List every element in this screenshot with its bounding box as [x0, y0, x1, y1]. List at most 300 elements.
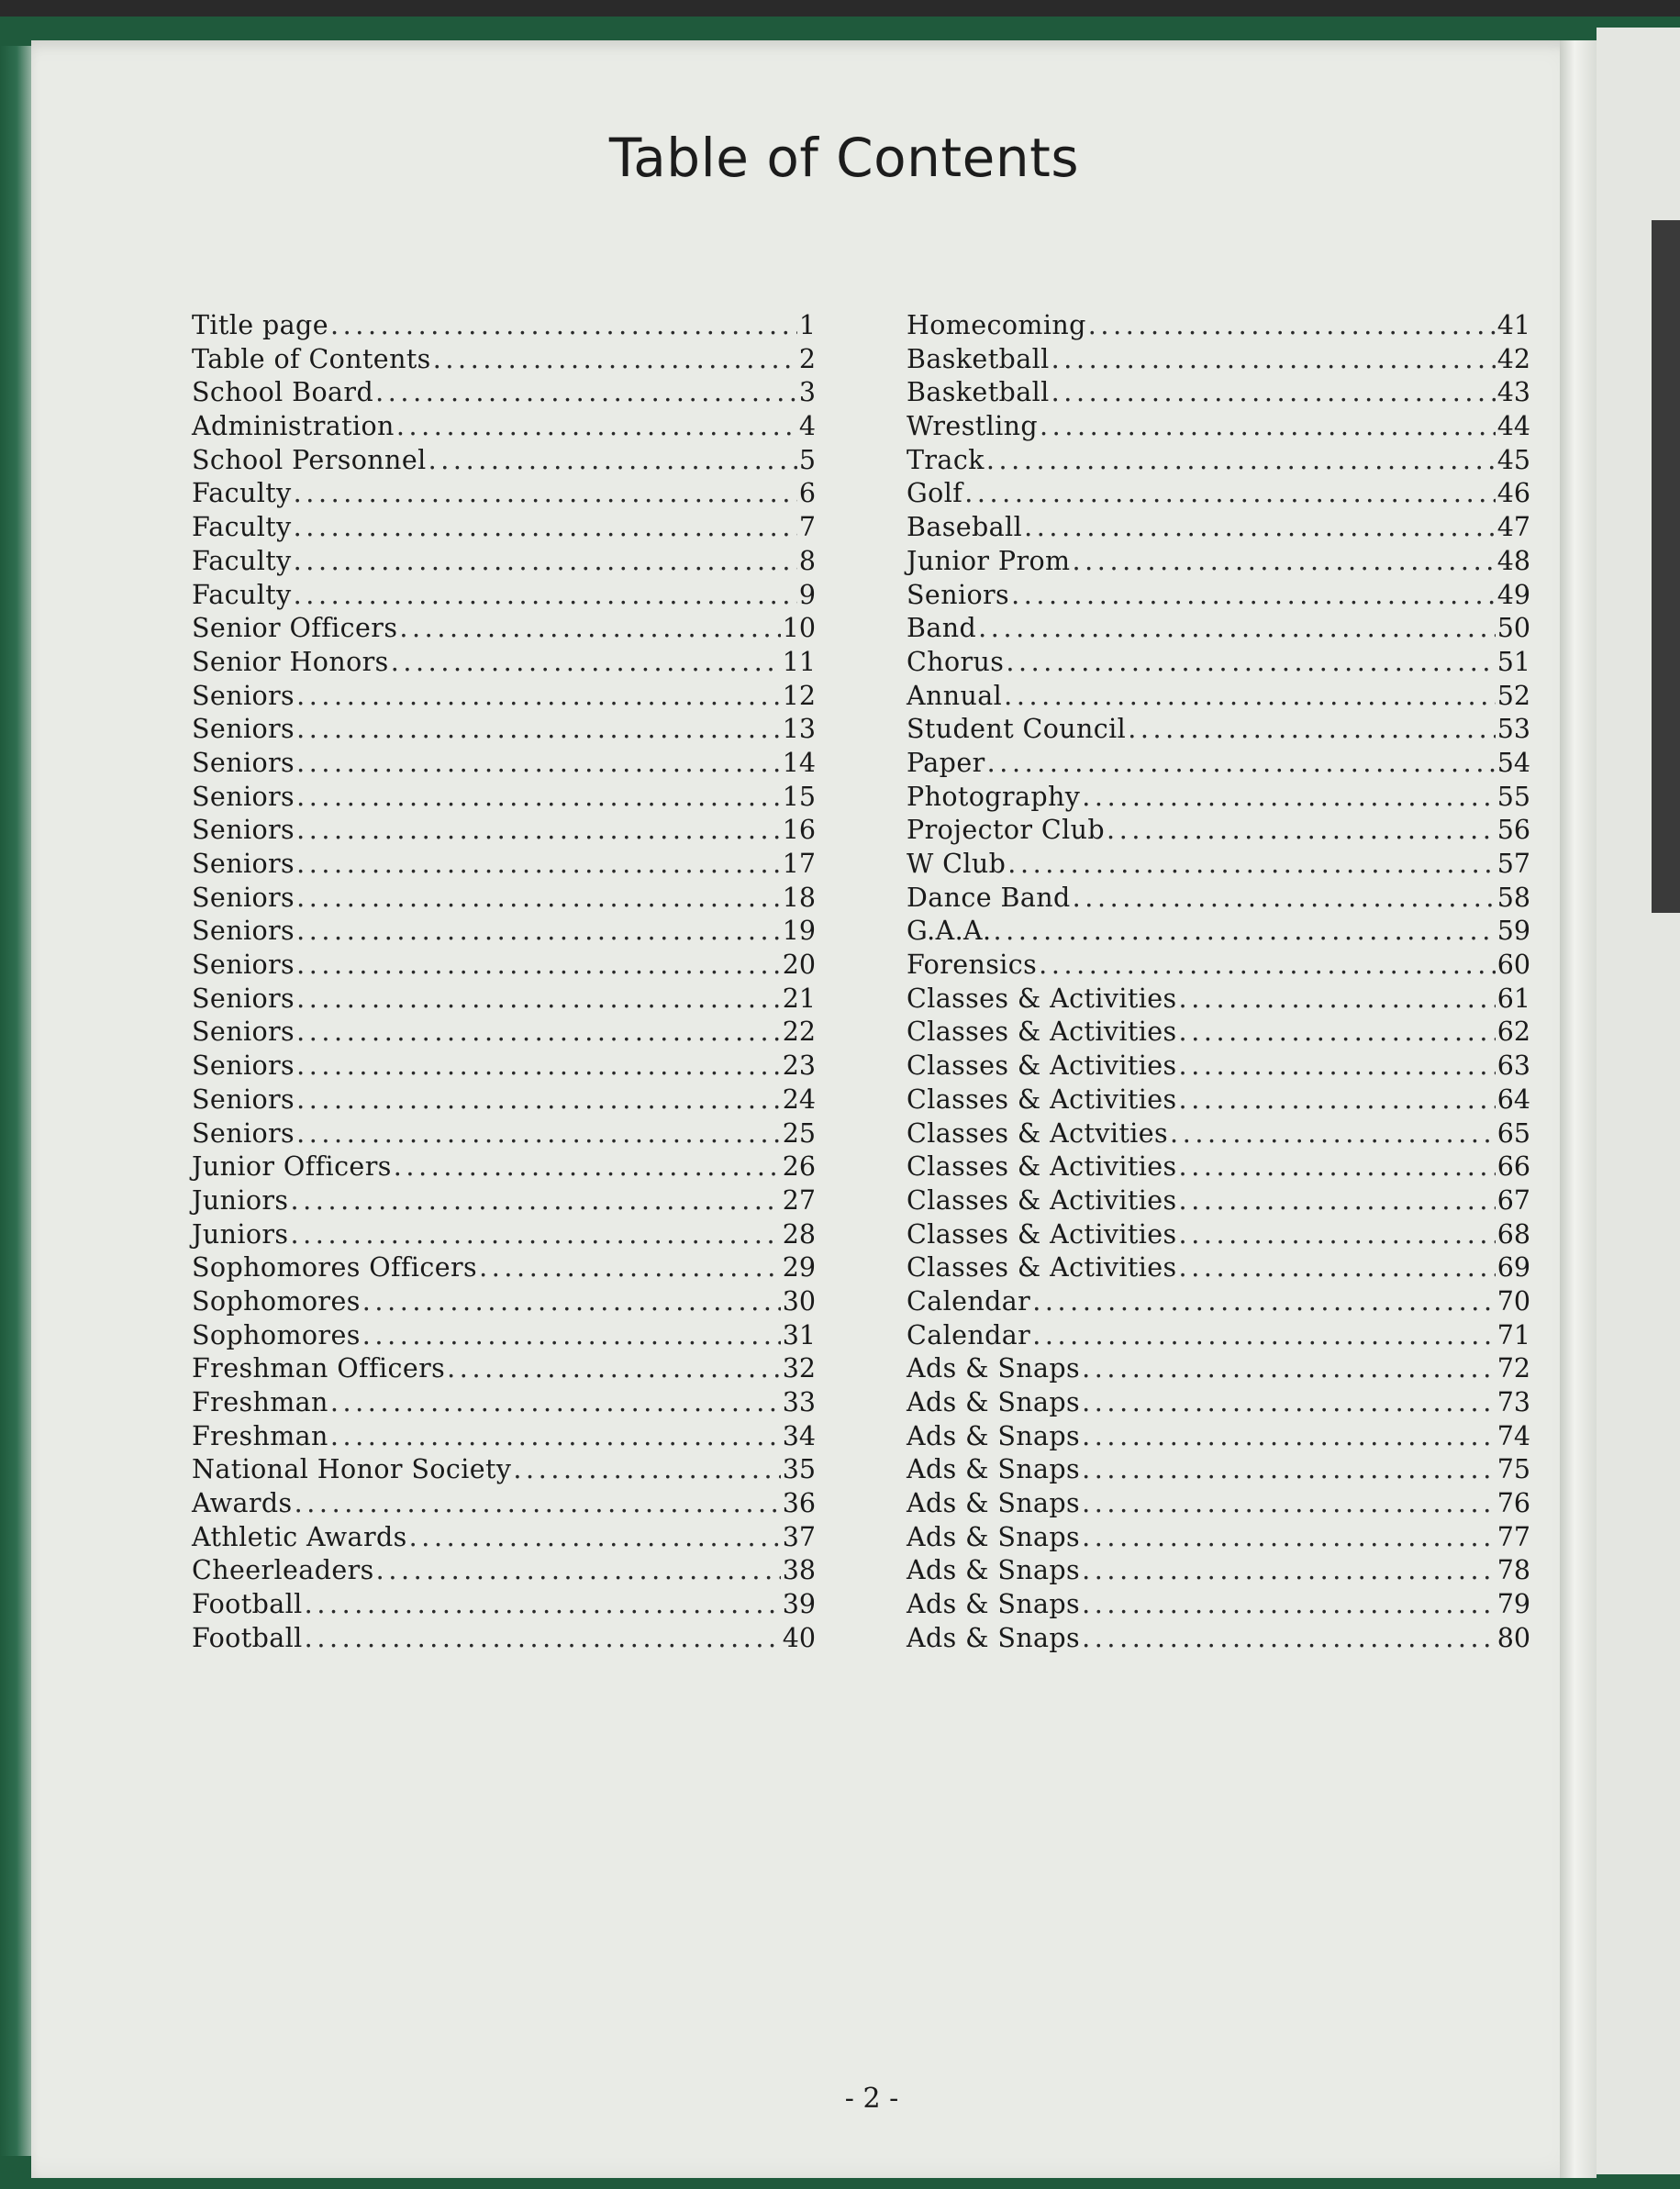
toc-entry-page: 49 — [1496, 579, 1530, 610]
facing-page-photo-edge — [1652, 220, 1680, 913]
toc-dot-leader — [1040, 411, 1496, 441]
toc-dot-leader — [433, 344, 797, 374]
toc-entry-title: Seniors — [192, 815, 295, 846]
toc-entry-title: Paper — [907, 747, 985, 778]
toc-entry-page: 58 — [1496, 882, 1530, 913]
toc-entry — [907, 748, 1530, 782]
toc-dot-leader — [428, 445, 797, 475]
toc-entry-page: 21 — [782, 983, 816, 1014]
toc-entry-title: Sophomores — [192, 1319, 361, 1350]
toc-entry — [192, 411, 816, 445]
toc-entry — [907, 1286, 1530, 1320]
toc-entry-page: 42 — [1496, 343, 1530, 374]
toc-entry-page: 31 — [782, 1319, 816, 1350]
toc-entry-title: Ads & Snaps — [907, 1622, 1081, 1653]
toc-dot-leader — [479, 1252, 781, 1283]
toc-entry-page: 51 — [1496, 646, 1530, 677]
toc-dot-leader — [296, 1084, 781, 1115]
toc-entry-page: 35 — [782, 1454, 816, 1485]
toc-entry-page: 13 — [782, 714, 816, 745]
toc-entry-page: 22 — [782, 1017, 816, 1048]
toc-entry-title: Faculty — [192, 478, 292, 509]
toc-dot-leader — [399, 613, 780, 643]
toc-entry-title: Senior Officers — [192, 613, 398, 644]
toc-entry-title: Seniors — [192, 983, 295, 1014]
toc-entry-page: 57 — [1496, 849, 1530, 879]
toc-entry — [907, 1353, 1530, 1387]
toc-dot-leader — [513, 1454, 780, 1484]
toc-entry-page: 71 — [1496, 1319, 1530, 1350]
toc-entry-title: Ads & Snaps — [907, 1589, 1081, 1620]
toc-entry-title: Annual — [907, 680, 1003, 711]
toc-entry-title: School Board — [192, 377, 374, 408]
toc-dot-leader — [296, 950, 781, 980]
toc-entry-title: Faculty — [192, 545, 292, 576]
toc-dot-leader — [1007, 849, 1495, 879]
toc-dot-leader — [296, 1017, 781, 1047]
toc-dot-leader — [296, 983, 781, 1014]
toc-entry-page: 60 — [1496, 950, 1530, 981]
toc-entry-title: Chorus — [907, 646, 1005, 677]
toc-dot-leader — [1072, 546, 1495, 576]
toc-entry-page: 53 — [1496, 714, 1530, 745]
toc-entry — [192, 1320, 816, 1354]
toc-dot-leader — [1179, 1017, 1496, 1047]
toc-entry-page: 32 — [782, 1353, 816, 1384]
toc-dot-leader — [1082, 1623, 1496, 1653]
toc-dot-leader — [1179, 1185, 1496, 1216]
toc-entry — [907, 1185, 1530, 1219]
toc-dot-leader — [1082, 1488, 1496, 1518]
toc-entry-page: 27 — [782, 1184, 816, 1216]
toc-entry-page: 25 — [782, 1117, 816, 1149]
toc-entry — [192, 1623, 816, 1657]
toc-entry-title: Juniors — [192, 1218, 289, 1250]
toc-entry-title: Projector Club — [907, 815, 1106, 846]
toc-entry-page: 54 — [1496, 747, 1530, 778]
toc-dot-leader — [964, 478, 1496, 508]
toc-entry-page: 41 — [1496, 310, 1530, 340]
toc-entry-page: 2 — [798, 343, 816, 374]
toc-entry — [907, 613, 1530, 647]
toc-entry — [907, 950, 1530, 983]
toc-entry-title: Faculty — [192, 512, 292, 543]
toc-entry-page: 17 — [782, 849, 816, 879]
toc-entry-title: Classes & Activities — [907, 983, 1177, 1014]
toc-dot-leader — [295, 1488, 781, 1518]
toc-entry — [907, 377, 1530, 411]
toc-entry — [907, 714, 1530, 748]
toc-entry-title: Classes & Activities — [907, 1252, 1177, 1283]
toc-entry-title: Seniors — [192, 950, 295, 981]
toc-entry-title: Title page — [192, 310, 328, 340]
toc-entry — [907, 445, 1530, 479]
toc-dot-leader — [375, 377, 797, 407]
toc-dot-leader — [1082, 1589, 1496, 1619]
toc-entry — [907, 310, 1530, 344]
toc-dot-leader — [296, 849, 781, 879]
toc-entry-title: Seniors — [192, 882, 295, 913]
toc-entry-title: School Personnel — [192, 444, 427, 475]
toc-dot-leader — [391, 647, 781, 677]
toc-dot-leader — [1179, 1050, 1496, 1081]
toc-entry-title: Ads & Snaps — [907, 1387, 1081, 1417]
toc-entry — [192, 445, 816, 479]
toc-dot-leader — [296, 883, 781, 913]
toc-entry — [192, 377, 816, 411]
cover-top-edge — [0, 0, 1680, 46]
toc-entry-page: 19 — [782, 916, 816, 947]
toc-dot-leader — [1082, 1522, 1496, 1552]
page-title: Table of Contents — [608, 127, 1080, 189]
toc-entry-title: Classes & Activities — [907, 1050, 1177, 1082]
toc-dot-leader — [296, 782, 781, 812]
toc-entry-title: Athletic Awards — [192, 1521, 407, 1552]
toc-dot-leader — [1051, 377, 1496, 407]
toc-left-column — [192, 310, 816, 1657]
toc-entry — [192, 344, 816, 378]
toc-entry-title: Seniors — [192, 1017, 295, 1048]
toc-dot-leader — [296, 916, 781, 946]
toc-entry-page: 48 — [1496, 545, 1530, 576]
toc-entry-page: 24 — [782, 1083, 816, 1115]
toc-entry — [907, 1050, 1530, 1084]
toc-entry — [192, 1421, 816, 1455]
toc-entry-page: 62 — [1496, 1017, 1530, 1048]
toc-entry-title: Ads & Snaps — [907, 1420, 1081, 1451]
toc-entry — [907, 1118, 1530, 1152]
toc-entry — [192, 950, 816, 983]
toc-entry-page: 8 — [798, 545, 816, 576]
toc-entry — [192, 1286, 816, 1320]
toc-entry-page: 63 — [1496, 1050, 1530, 1082]
toc-entry — [907, 1623, 1530, 1657]
toc-entry-title: Wrestling — [907, 411, 1039, 442]
toc-entry-page: 50 — [1496, 613, 1530, 644]
toc-entry — [192, 546, 816, 580]
toc-dot-leader — [1179, 983, 1496, 1014]
toc-entry-title: Faculty — [192, 579, 292, 610]
toc-entry — [907, 512, 1530, 546]
toc-dot-leader — [1032, 1286, 1496, 1317]
toc-entry-title: Homecoming — [907, 310, 1086, 340]
toc-dot-leader — [330, 1387, 781, 1417]
toc-entry-title: Calendar — [907, 1285, 1031, 1317]
toc-entry-title: G.A.A. — [907, 916, 992, 947]
toc-entry — [907, 1522, 1530, 1556]
toc-entry-title: Juniors — [192, 1184, 289, 1216]
toc-entry-page: 68 — [1496, 1218, 1530, 1250]
toc-entry — [192, 1118, 816, 1152]
toc-entry-title: Seniors — [192, 714, 295, 745]
toc-entry-page: 10 — [782, 613, 816, 644]
toc-dot-leader — [1082, 1387, 1496, 1417]
toc-dot-leader — [1179, 1252, 1496, 1283]
toc-entry-title: Band — [907, 613, 977, 644]
toc-entry-page: 45 — [1496, 444, 1530, 475]
toc-dot-leader — [1082, 1421, 1496, 1451]
toc-entry — [192, 1252, 816, 1286]
toc-entry-page: 15 — [782, 781, 816, 812]
toc-dot-leader — [1082, 1454, 1496, 1484]
toc-entry-page: 6 — [798, 478, 816, 509]
toc-dot-leader — [1011, 580, 1496, 610]
toc-entry — [907, 546, 1530, 580]
toc-entry-page: 65 — [1496, 1117, 1530, 1149]
toc-entry — [192, 782, 816, 816]
toc-entry-page: 23 — [782, 1050, 816, 1082]
toc-entry-page: 70 — [1496, 1285, 1530, 1317]
toc-entry — [192, 512, 816, 546]
toc-entry-title: W Club — [907, 849, 1007, 879]
toc-entry-page: 67 — [1496, 1184, 1530, 1216]
toc-entry — [907, 1219, 1530, 1253]
toc-entry-title: Administration — [192, 411, 395, 442]
toc-dot-leader — [1073, 883, 1496, 913]
toc-entry — [192, 1151, 816, 1185]
toc-entry — [907, 1084, 1530, 1118]
toc-dot-leader — [305, 1623, 781, 1653]
toc-entry-page: 61 — [1496, 983, 1530, 1014]
toc-entry-page: 55 — [1496, 781, 1530, 812]
toc-entry — [192, 310, 816, 344]
toc-entry — [192, 1185, 816, 1219]
toc-dot-leader — [994, 916, 1496, 946]
toc-dot-leader — [362, 1320, 781, 1350]
toc-entry-title: Awards — [192, 1488, 293, 1519]
toc-entry-title: Freshman Officers — [192, 1353, 446, 1384]
toc-entry — [907, 849, 1530, 883]
toc-dot-leader — [376, 1555, 781, 1585]
toc-entry-page: 20 — [782, 950, 816, 981]
toc-entry-title: Freshman — [192, 1420, 328, 1451]
toc-entry — [907, 681, 1530, 715]
toc-dot-leader — [1179, 1084, 1496, 1115]
toc-dot-leader — [1051, 344, 1496, 374]
toc-entry — [907, 411, 1530, 445]
toc-entry — [192, 983, 816, 1017]
toc-entry-title: Forensics — [907, 950, 1038, 981]
toc-dot-leader — [987, 748, 1496, 778]
toc-dot-leader — [409, 1522, 781, 1552]
toc-entry — [192, 681, 816, 715]
toc-dot-leader — [296, 748, 781, 778]
toc-entry-title: Classes & Actvities — [907, 1117, 1169, 1149]
toc-entry-page: 46 — [1496, 478, 1530, 509]
toc-entry — [192, 1589, 816, 1623]
toc-entry — [192, 849, 816, 883]
toc-dot-leader — [978, 613, 1496, 643]
toc-entry — [907, 782, 1530, 816]
toc-dot-leader — [1082, 1353, 1496, 1383]
toc-entry-title: Student Council — [907, 714, 1127, 745]
toc-entry — [192, 1084, 816, 1118]
toc-entry — [192, 1353, 816, 1387]
toc-entry — [192, 1219, 816, 1253]
toc-entry-title: Ads & Snaps — [907, 1454, 1081, 1485]
toc-dot-leader — [1024, 512, 1496, 542]
toc-entry-title: Ads & Snaps — [907, 1555, 1081, 1586]
toc-dot-leader — [986, 445, 1496, 475]
toc-entry-title: Seniors — [192, 916, 295, 947]
toc-entry — [907, 883, 1530, 917]
toc-entry-page: 74 — [1496, 1420, 1530, 1451]
toc-entry-title: Classes & Activities — [907, 1184, 1177, 1216]
toc-dot-leader — [1088, 310, 1496, 340]
toc-entry — [192, 478, 816, 512]
toc-entry-title: Junior Prom — [907, 545, 1071, 576]
toc-entry-title: Seniors — [907, 579, 1010, 610]
toc-dot-leader — [1179, 1219, 1496, 1250]
toc-entry-page: 38 — [782, 1555, 816, 1586]
toc-entry — [907, 1151, 1530, 1185]
toc-dot-leader — [1179, 1151, 1496, 1182]
toc-entry — [907, 344, 1530, 378]
toc-entry-page: 36 — [782, 1488, 816, 1519]
toc-dot-leader — [294, 580, 797, 610]
toc-entry-page: 64 — [1496, 1083, 1530, 1115]
toc-entry-title: Basketball — [907, 377, 1050, 408]
toc-entry — [192, 647, 816, 681]
toc-entry-page: 44 — [1496, 411, 1530, 442]
toc-dot-leader — [1107, 815, 1496, 845]
toc-entry-title: Baseball — [907, 512, 1023, 543]
toc-entry-page: 3 — [798, 377, 816, 408]
toc-entry — [907, 983, 1530, 1017]
toc-dot-leader — [294, 512, 797, 542]
toc-entry-title: Table of Contents — [192, 343, 431, 374]
toc-dot-leader — [1170, 1118, 1496, 1149]
toc-entry-title: Basketball — [907, 343, 1050, 374]
toc-entry — [192, 1555, 816, 1589]
toc-entry-title: Seniors — [192, 747, 295, 778]
cover-left-edge — [0, 46, 33, 2189]
toc-entry — [907, 1555, 1530, 1589]
toc-entry — [192, 815, 816, 849]
toc-entry-title: Football — [192, 1589, 303, 1620]
toc-entry-title: Dance Band — [907, 882, 1071, 913]
toc-entry-page: 56 — [1496, 815, 1530, 846]
toc-entry-title: Seniors — [192, 1050, 295, 1082]
toc-entry-title: Track — [907, 444, 985, 475]
toc-entry-page: 73 — [1496, 1387, 1530, 1417]
toc-entry-page: 1 — [798, 310, 816, 340]
toc-entry-title: National Honor Society — [192, 1454, 512, 1485]
toc-entry-title: Classes & Activities — [907, 1017, 1177, 1048]
toc-dot-leader — [296, 1050, 781, 1081]
toc-entry-page: 9 — [798, 579, 816, 610]
toc-entry — [192, 1387, 816, 1421]
toc-dot-leader — [1039, 950, 1496, 980]
toc-entry — [192, 1488, 816, 1522]
toc-entry-page: 16 — [782, 815, 816, 846]
toc-entry-title: Freshman — [192, 1387, 328, 1417]
toc-entry-page: 29 — [782, 1252, 816, 1283]
toc-dot-leader — [1006, 647, 1495, 677]
toc-entry — [192, 580, 816, 614]
toc-entry — [192, 1050, 816, 1084]
page-number: - 2 - — [844, 2083, 899, 2115]
toc-entry — [907, 1421, 1530, 1455]
toc-dot-leader — [1004, 681, 1496, 711]
toc-dot-leader — [362, 1286, 781, 1317]
toc-entry-title: Sophomores Officers — [192, 1252, 478, 1283]
toc-entry-page: 4 — [798, 411, 816, 442]
toc-entry-page: 34 — [782, 1420, 816, 1451]
toc-entry-page: 14 — [782, 747, 816, 778]
toc-dot-leader — [1128, 714, 1496, 744]
toc-entry-title: Seniors — [192, 680, 295, 711]
toc-entry — [192, 748, 816, 782]
toc-entry — [192, 883, 816, 917]
toc-entry-title: Ads & Snaps — [907, 1488, 1081, 1519]
toc-entry-title: Ads & Snaps — [907, 1521, 1081, 1552]
toc-entry — [907, 1320, 1530, 1354]
toc-entry-page: 69 — [1496, 1252, 1530, 1283]
toc-entry — [907, 916, 1530, 950]
toc-dot-leader — [296, 681, 781, 711]
toc-entry — [192, 1454, 816, 1488]
toc-entry — [907, 1488, 1530, 1522]
toc-entry-title: Golf — [907, 478, 963, 509]
toc-entry — [907, 1454, 1530, 1488]
toc-entry-title: Classes & Activities — [907, 1218, 1177, 1250]
toc-entry-title: Senior Honors — [192, 646, 389, 677]
toc-right-column — [907, 310, 1530, 1657]
toc-entry-title: Seniors — [192, 1083, 295, 1115]
toc-entry-page: 30 — [782, 1285, 816, 1317]
toc-entry — [907, 1017, 1530, 1050]
toc-entry-page: 79 — [1496, 1589, 1530, 1620]
toc-entry-page: 37 — [782, 1521, 816, 1552]
toc-dot-leader — [294, 478, 797, 508]
toc-dot-leader — [296, 714, 781, 744]
toc-dot-leader — [447, 1353, 781, 1383]
toc-entry-page: 78 — [1496, 1555, 1530, 1586]
toc-entry — [192, 714, 816, 748]
toc-entry-title: Classes & Activities — [907, 1151, 1177, 1183]
toc-entry-page: 12 — [782, 680, 816, 711]
toc-dot-leader — [396, 411, 797, 441]
toc-entry-page: 26 — [782, 1151, 816, 1183]
page-gutter — [1560, 40, 1597, 2178]
toc-dot-leader — [330, 310, 797, 340]
toc-entry-page: 47 — [1496, 512, 1530, 543]
toc-entry-page: 33 — [782, 1387, 816, 1417]
toc-entry-page: 18 — [782, 882, 816, 913]
toc-entry-page: 59 — [1496, 916, 1530, 947]
toc-entry-title: Seniors — [192, 1117, 295, 1149]
toc-entry-page: 7 — [798, 512, 816, 543]
toc-entry-page: 80 — [1496, 1622, 1530, 1653]
toc-entry — [192, 1522, 816, 1556]
toc-dot-leader — [290, 1219, 780, 1250]
toc-dot-leader — [296, 1118, 781, 1149]
toc-entry-title: Football — [192, 1622, 303, 1653]
toc-dot-leader — [1082, 782, 1495, 812]
toc-entry — [907, 1589, 1530, 1623]
toc-entry-title: Ads & Snaps — [907, 1353, 1081, 1384]
toc-dot-leader — [1032, 1320, 1496, 1350]
toc-dot-leader — [394, 1151, 781, 1182]
toc-entry — [907, 1252, 1530, 1286]
toc-entry-page: 28 — [782, 1218, 816, 1250]
toc-dot-leader — [294, 546, 797, 576]
toc-entry-title: Seniors — [192, 781, 295, 812]
toc-entry — [907, 478, 1530, 512]
toc-entry — [907, 1387, 1530, 1421]
toc-entry-page: 40 — [782, 1622, 816, 1653]
